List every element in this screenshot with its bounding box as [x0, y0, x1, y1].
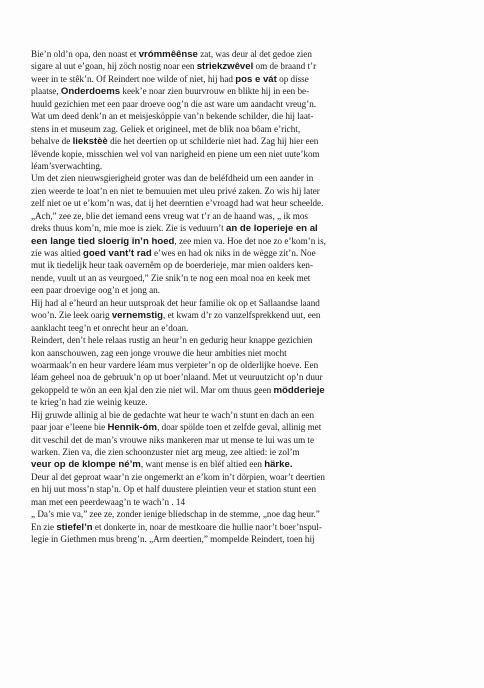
text-run: om de braand t’r: [253, 61, 317, 72]
text-run: stens in et museum zag. Geliek et origineel, met de blik noa bôam e’richt,: [31, 123, 301, 134]
text-line: [31, 110, 462, 122]
text-line: [31, 297, 462, 309]
text-line: [31, 309, 462, 321]
text-run: Deur al det geproat waar’n zie ongemerkt an e’kom in’t dörpien, woar’t deertien: [31, 471, 325, 482]
text-line: [31, 222, 462, 234]
text-line: [31, 371, 462, 383]
text-line: [31, 185, 462, 197]
text-line: [31, 471, 462, 483]
text-line: [31, 123, 462, 135]
text-line: [31, 521, 462, 533]
text-line: [31, 148, 462, 160]
text-line: [31, 421, 462, 433]
text-run: warken. Zien va, die zien schoonzuster niet arg meug, zee altied: ie zol’m: [31, 447, 300, 457]
text-line: [31, 210, 462, 222]
text-run: mut ik tiedelijk heur taak oavernêm op de boerderieje, mar mien oalders ken-: [31, 260, 314, 271]
text-line: [31, 73, 462, 85]
text-run: e’wes en had ok niks in de wègge zit’n. Noe: [151, 248, 316, 258]
text-run: te krieg’n had zie weinig keuze.: [31, 397, 148, 408]
text-run: Hij gruwde allinig al bie de gedachte wat heur te wach’n stunt en dach an een: [31, 409, 315, 420]
text-run: et donkerte in, noar de mestkoare die hullie naor’t boer’nspul-: [92, 521, 322, 532]
text-run: „Ach,” zee ze, blie det iemand eens vreug wat t’r an de haand was, „ ik mos: [31, 210, 308, 221]
text-line: [31, 160, 462, 172]
text-line: [31, 496, 462, 508]
text-run: dit veschil det de man’s vrouwe niks mankeren mar ut mense te lui was um te: [31, 434, 315, 445]
text-run: behalve de: [31, 136, 73, 147]
text-line: [31, 197, 462, 209]
text-line: [31, 48, 462, 60]
text-run: zat, was deur al det gedoe zien: [197, 49, 312, 59]
text-run: plaatse,: [31, 86, 61, 97]
text-line: [31, 235, 462, 247]
text-run: , doar spölde toen et zelfde geval, allinig met: [157, 422, 322, 433]
text-run: aanklacht teeg’n et onrecht heur an e’doan.: [31, 322, 189, 333]
text-run: sigare al uut e’goan, hij zöch nostig noar een: [31, 61, 197, 72]
text-run: , want mense is en bléf altied een: [140, 459, 265, 470]
text-line: [31, 247, 462, 259]
text-run: kon aanschouwen, zag een jonge vrouwe die heur ambities niet mocht: [31, 347, 287, 358]
text-run: , zee mien va. Hoe det noe zo e’kom’n is,: [174, 235, 326, 246]
text-run: legie in Giethmen mus breng’n. „Arm deertien,” mompelde Reindert, toen hij: [31, 534, 315, 545]
text-run: zelf niet oe ut e’kom’n was, dat ij het deerntien e’vroagd had wat heur scheelde.: [31, 198, 324, 209]
text-line: [31, 135, 462, 147]
text-line: [31, 334, 462, 346]
text-line: [31, 347, 462, 359]
text-line: [31, 508, 462, 520]
bold-phrase: mödderieje: [273, 384, 325, 396]
text-line: [31, 434, 462, 446]
bold-phrase: an de loperieje en al: [225, 223, 318, 235]
bold-phrase: veur op de klompe né’m: [31, 459, 141, 471]
text-run: paar joar e’leene bie: [31, 422, 108, 433]
text-run: Um det zien nieuwsgierigheid groter was dan de beléfdheid um een aander in: [31, 173, 314, 184]
text-run: En zie: [31, 521, 57, 532]
text-run: die het deertien op ut schilderie niet had. Zag hij hier een: [107, 136, 319, 147]
text-line: [31, 60, 462, 72]
text-run: woarmaak’n en heur vardere léam mus verpieter’n op de olderlijke hoeve. Een: [31, 359, 319, 370]
text-run: „ Da’s mie va,” zee ze, zonder ienige bliedschap in de stemme, „noe dag heur.”: [31, 509, 320, 520]
text-line: [31, 483, 462, 495]
bold-phrase: goed vant’t rad: [82, 248, 152, 259]
text-run: Wat um deed denk’n an et meisjesköppie van’n bekende schilder, die hij laat-: [31, 111, 314, 122]
bold-phrase: een lange tied sloerig in’n hoed: [31, 235, 175, 247]
text-run: op disse: [276, 73, 309, 84]
bold-phrase: stiefel’n: [56, 521, 93, 533]
text-line: [31, 284, 462, 296]
text-line: [31, 272, 462, 284]
text-line: [31, 533, 462, 545]
text-run: weer in te stêk’n. Of Reindert noe wilde of niet, hij had: [31, 73, 236, 84]
text-line: [31, 458, 462, 470]
bold-phrase: vernemstig: [111, 310, 164, 322]
text-run: huuld gezichien met een paar droeve oog’n die ast ware um aandacht vreug’n.: [31, 98, 317, 109]
text-line: [31, 384, 462, 396]
text-line: [31, 396, 462, 408]
text-run: Hij had al e’heurd an heur uutsproak det heur familie ok op et Sallaandse laand: [31, 297, 320, 308]
bold-phrase: Hennik-óm: [107, 422, 158, 434]
text-run: zie was altied: [31, 248, 83, 258]
text-run: woo’n. Zie leek oarig: [31, 310, 112, 321]
text-line: [31, 322, 462, 334]
text-line: [31, 172, 462, 184]
text-run: gekoppeld te wön an een kjal den zie niet wil. Mar om thuus geen: [31, 384, 274, 395]
text-run: dreks thuus kom’n, mie moe is ziek. Zie is veduurn’t: [31, 223, 226, 234]
bold-phrase: vrómmêênse: [138, 49, 198, 60]
bold-phrase: liekstèè: [72, 136, 108, 148]
text-run: man met een peerdewaag’n te wach’n . 14: [31, 496, 186, 507]
bold-phrase: pos e vát: [235, 73, 277, 85]
text-run: Reindert, den’t hele relaas rustig an heur’n en gedurig heur knappe gezichien: [31, 335, 313, 346]
document-text: [31, 48, 462, 546]
bold-phrase: Onderdoems: [60, 86, 121, 98]
text-run: zien weerde te loat’n en niet te bemuuien met uleu privé zaken. Zo wis hij later: [31, 185, 320, 196]
text-line: [31, 85, 462, 97]
text-line: [31, 359, 462, 371]
bold-phrase: striekzwêvel: [196, 61, 254, 73]
text-run: keek’e noar zien buurvrouw en blikte hij in een be-: [120, 86, 310, 97]
text-line: [31, 98, 462, 110]
text-run: , et kwam d’r zo vanzelfsprekkend uut, een: [163, 310, 321, 321]
text-line: [31, 409, 462, 421]
bold-phrase: härke.: [264, 459, 293, 471]
text-run: en hij uut moss’n stap’n. Op et half duustere pleintien veur et station stunt een: [31, 484, 317, 495]
text-run: léam geheel noa de gebruuk’n op ut boer’nlaand. Met ut veuruutzicht op’n duur: [31, 372, 323, 383]
text-run: Bie’n old’n opa, den noast et: [31, 49, 139, 59]
text-run: nende, vuult ut an as veurgoed,” Zie snik’n te nog een moal noa en keek met: [31, 272, 311, 283]
text-line: [31, 446, 462, 458]
text-run: léam’sverwachting.: [31, 160, 103, 171]
text-run: lêvende kopie, misschien wel vol van narigheid en piene um een niet uute’kom: [31, 148, 320, 159]
text-line: [31, 259, 462, 271]
text-run: een paar droevige oog’n et jong an.: [31, 285, 160, 296]
